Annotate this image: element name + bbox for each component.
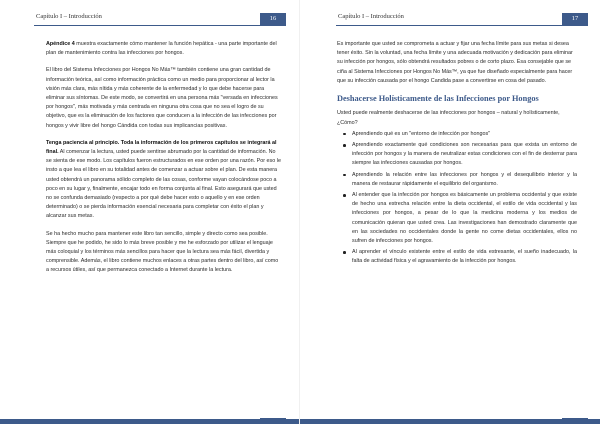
- paragraph: [46, 139, 282, 222]
- paragraph-text: muestra exactamente cómo mantener la función hepática - una parte importante del plan de mantenimiento contra las infecciones por hongos.: [46, 41, 277, 57]
- footer-bar: [300, 419, 600, 424]
- paragraph-text: Al comenzar la lectura, usted puede sentirse abrumado por la cantidad de información. No se sienta de ese modo. Los capítulos fueron estructurados en ese orden por una razón. Por eso le insto a que lea el libro en su totalidad antes de comenzar a actuar sobre el plan. De esta manera usted obtendrá un panorama sólido completo de las cosas, conforme vayan colocándose poco a poco en su lugar y, finalmente, encajar todo en forma conjunta al final. Esto asegurará que usted no se confunda demasiado (respecto a por qué debe hacer esto o aquello y en ese orden determinado) o se pierda información esencial necesaria para completar con éxito el plan y alcanzar sus metas.: [46, 149, 281, 220]
- chapter-title: Capítulo I – Introducción: [338, 13, 404, 20]
- page-body: [46, 40, 282, 284]
- paragraph-bold-lead: Tenga paciencia al principio. Toda la información de los primeros capítulos se integrará al final.: [46, 139, 277, 156]
- paragraph: Usted puede realmente deshacerse de las infecciones por hongos – natural y holísticamente, ¿Cómo?: [337, 110, 560, 126]
- list-item: Al aprender el vínculo existente entre el estilo de vida estresante, el sueño inadecuado, la falta de actividad física y el agravamiento de la infección por hongos.: [352, 248, 577, 266]
- paragraph-bold-lead: Apéndice 4: [46, 41, 75, 47]
- bullet-list: [337, 130, 577, 267]
- page-body: [337, 40, 577, 269]
- section-heading: Deshacerse Holísticamente de las Infecciones por Hongos: [337, 94, 539, 104]
- page-number: 16: [260, 13, 286, 25]
- footer-bar: [0, 419, 300, 424]
- paragraph: [46, 230, 282, 276]
- paragraph: [46, 40, 282, 58]
- page-number: 17: [562, 13, 588, 25]
- list-item: Aprendiendo exactamente qué condiciones son necesarias para que exista un entorno de infección por hongos y la manera de neutralizar estas condiciones con el fin de desterrar para siempre las infecciones causadas por hongos.: [352, 141, 577, 169]
- page-header: [34, 13, 286, 26]
- page-header: [336, 13, 588, 26]
- right-page: [300, 0, 600, 424]
- list-item: Aprendiendo qué es un "entorno de infección por hongos": [352, 130, 577, 139]
- paragraph: [46, 66, 282, 130]
- list-item: Aprendiendo la relación entre las infecciones por hongos y el desequilibrio interior y la manera de restaurar rápidamente el equilibrio del organismo.: [352, 171, 577, 189]
- paragraph-text: El libro del Sistema Infecciones por Hongos No Más™ también contiene una gran cantidad de información teórica, así como información práctica como un medio para proporcionar al lector la visión más clara, más nítida y más coherente de la enfermedad y lo que debe hacerse para eliminar sus síntomas. De este modo, se convertirá en una persona más "versada en infecciones por hongos", más motivada y más centrada en ninguna otra cosa que no sea el logro de su objetivo, que es la eliminación de los factores que conducen a la infección de las infecciones por hongos y vivir libre del hongo Cándida con todas sus implicancias positivas.: [46, 67, 278, 129]
- paragraph: Es importante que usted se comprometa a actuar y fijar una fecha límite para sus metas si desea tener éxito. Sin la voluntad, una fecha límite y una adecuada motivación y dedicación para eliminar su infección por hongos, sólo obtendrá resultados pobres o de corto plazo. Esa consejable que se ciña al Sistema Infecciones por Hongos No Más™, ya que fue diseñado especialmente para hacer que su infección causada por el hongo Candida pase a convertirse en cosa del pasado.: [337, 41, 573, 84]
- chapter-title: Capítulo I – Introducción: [36, 13, 102, 20]
- paragraph-text: Se ha hecho mucho para mantener este libro tan sencillo, simple y directo como sea posible. Siempre que he podido, he sido lo más breve posible y me he esforzado por utilizar el lenguaje más coloquial y los términos más sencillos para hacer que la lectura sea más fácil, divertida y comprensible. Además, el libro contiene muchos enlaces a otras partes dentro del libro, así como a recursos útiles, así que permanezca conectado a Internet durante la lectura.: [46, 230, 279, 274]
- list-item: Al entender que la infección por hongos es básicamente un problema occidental y que existe de hecho una estrecha relación entre la dieta occidental, el estilo de vida occidental y las infecciones por hongos, a pesar de lo que la medicina moderna y los medios de comunicación quieran que usted crea. Las investigaciones han demostrado claramente que en las sociedades no occidentales donde la gente no come dietas occidentales, ellos no sufren de infecciones por hongos.: [352, 191, 577, 246]
